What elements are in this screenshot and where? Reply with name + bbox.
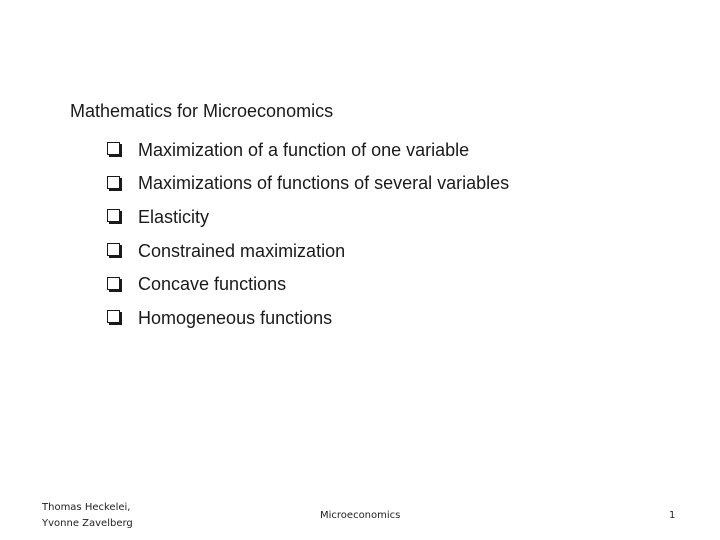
footer-author-line: Yvonne Zavelberg [42,518,133,529]
footer-author [42,500,133,532]
list-item-label: Elasticity [138,206,210,227]
checkbox-icon [107,310,120,323]
checkbox-icon [107,142,120,155]
list-item [107,133,509,167]
list-item-label: Homogeneous functions [138,307,333,328]
topic-list [107,133,509,335]
page-number: 1 [669,510,676,521]
slide-heading: Mathematics for Microeconomics [70,101,334,121]
checkbox-icon [107,277,120,290]
list-item-label: Constrained maximization [138,240,346,261]
list-item [107,234,509,268]
checkbox-icon [107,209,120,222]
list-item [107,167,509,201]
list-item-label: Concave functions [138,274,287,295]
list-item-label: Maximizations of functions of several variables [138,173,510,194]
checkbox-icon [107,176,120,189]
list-item [107,267,509,301]
checkbox-icon [107,243,120,256]
list-item [107,301,509,335]
footer-author-line: Thomas Heckelei, [42,502,131,513]
list-item [107,200,509,234]
list-item-label: Maximization of a function of one variable [138,139,470,160]
footer-course-title: Microeconomics [320,510,401,521]
